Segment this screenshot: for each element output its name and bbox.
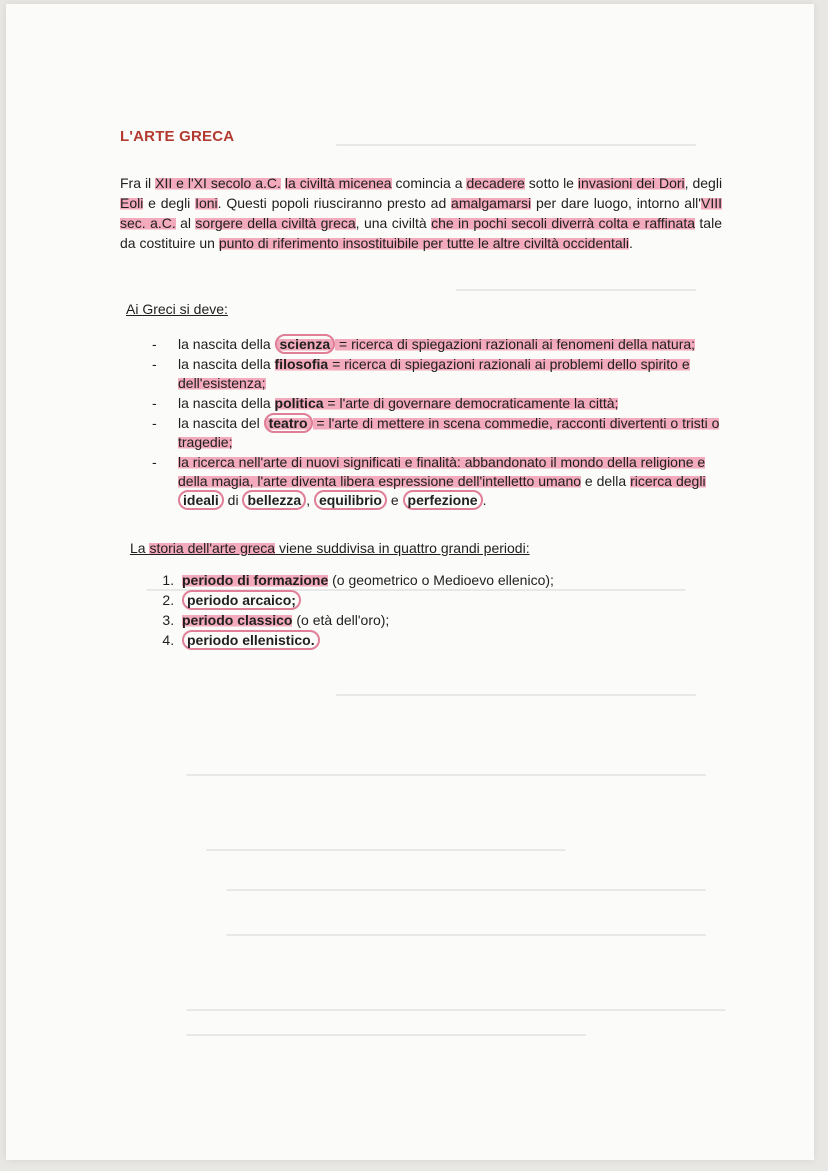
show-through-line — [336, 694, 696, 696]
highlight: VIII sec. a.C. — [120, 195, 722, 231]
text: . — [482, 492, 487, 508]
text: La — [130, 540, 150, 556]
highlight: Eoli — [120, 195, 144, 211]
section-heading: Ai Greci si deve: — [126, 301, 228, 317]
highlight: punto di riferimento insostituibile per tutte le altre civiltà occidentali — [218, 235, 629, 251]
text: tale da costituire un — [120, 215, 722, 251]
text: per dare luogo, intorno all' — [531, 195, 701, 211]
highlight: amalgamarsi — [451, 195, 532, 211]
highlight: ricerca degli — [630, 473, 706, 489]
text: . Questi popoli riusciranno presto ad — [217, 195, 452, 211]
list-item — [144, 414, 722, 452]
list-item — [144, 335, 722, 354]
highlight: la ricerca nell'arte di nuovi significati e finalità: abbandonato il mondo della religione e della magia, l'arte diventa libera espressione dell'intelletto umano — [178, 454, 706, 489]
key-term: bellezza — [242, 490, 306, 510]
highlight: la civiltà micenea — [284, 175, 392, 191]
period-note: (o geometrico o Medioevo ellenico); — [328, 572, 554, 588]
highlight: storia dell'arte greca — [149, 540, 276, 556]
periods-list — [120, 570, 722, 650]
key-term: politica — [274, 395, 324, 411]
highlight: = ricerca di spiegazioni razionali ai problemi dello spirito e dell'esistenza; — [178, 356, 690, 391]
intro-paragraph — [120, 173, 722, 253]
key-term: equilibrio — [314, 490, 387, 510]
show-through-line — [206, 849, 566, 851]
list-item — [144, 355, 722, 393]
periods-heading — [130, 540, 722, 556]
key-term: perfezione — [403, 490, 483, 510]
page-title: L'ARTE GRECA — [120, 128, 235, 145]
period-item — [178, 570, 722, 590]
period-name: periodo ellenistico. — [182, 630, 320, 650]
contributions-list — [120, 335, 722, 510]
text: , una civiltà — [355, 215, 432, 231]
text: la nascita della — [178, 395, 275, 411]
list-item — [144, 394, 722, 413]
show-through-line — [186, 774, 706, 776]
list-item — [144, 453, 722, 510]
document-content — [120, 128, 722, 650]
document-page — [6, 4, 814, 1160]
highlight: che in pochi secoli diverrà colta e raffinata — [431, 215, 696, 231]
highlight: = ricerca di spiegazioni razionali ai fenomeni della natura; — [335, 336, 696, 352]
period-note: (o età dell'oro); — [292, 612, 390, 628]
text: , degli — [684, 175, 723, 191]
show-through-line — [186, 1034, 586, 1036]
text: Fra il — [120, 175, 156, 191]
period-name: periodo classico — [182, 612, 293, 628]
text: al — [175, 215, 196, 231]
period-item — [178, 610, 722, 630]
show-through-line — [186, 1009, 726, 1011]
period-item — [178, 590, 722, 610]
show-through-line — [226, 889, 706, 891]
text: la nascita del — [178, 415, 264, 431]
text: comincia a — [391, 175, 467, 191]
text: la nascita della — [178, 336, 275, 352]
text: . — [628, 235, 633, 251]
text: , — [306, 492, 314, 508]
text: sotto le — [524, 175, 578, 191]
highlight: = l'arte di governare democraticamente la città; — [323, 395, 619, 411]
text: e — [386, 492, 403, 508]
key-term: ideali — [178, 490, 224, 510]
show-through-line — [226, 934, 706, 936]
period-item — [178, 630, 722, 650]
text: di — [223, 492, 243, 508]
period-name: periodo di formazione — [182, 572, 329, 588]
highlight: invasioni dei Dori — [577, 175, 685, 191]
highlight: = l'arte di mettere in scena commedie, racconti divertenti o tristi o tragedie; — [178, 415, 720, 450]
key-term: filosofia — [274, 356, 329, 372]
text: viene suddivisa in quattro grandi periodi: — [275, 540, 530, 556]
text: e della — [581, 473, 631, 489]
text: la nascita della — [178, 356, 275, 372]
key-term: teatro — [264, 413, 313, 433]
highlight: sorgere della civiltà greca — [195, 215, 356, 231]
key-term: scienza — [275, 334, 336, 354]
highlight: Ioni — [195, 195, 218, 211]
highlight: decadere — [466, 175, 525, 191]
highlight: XII e l'XI secolo a.C. — [155, 175, 281, 191]
period-name: periodo arcaico; — [182, 590, 301, 610]
text: e degli — [143, 195, 196, 211]
